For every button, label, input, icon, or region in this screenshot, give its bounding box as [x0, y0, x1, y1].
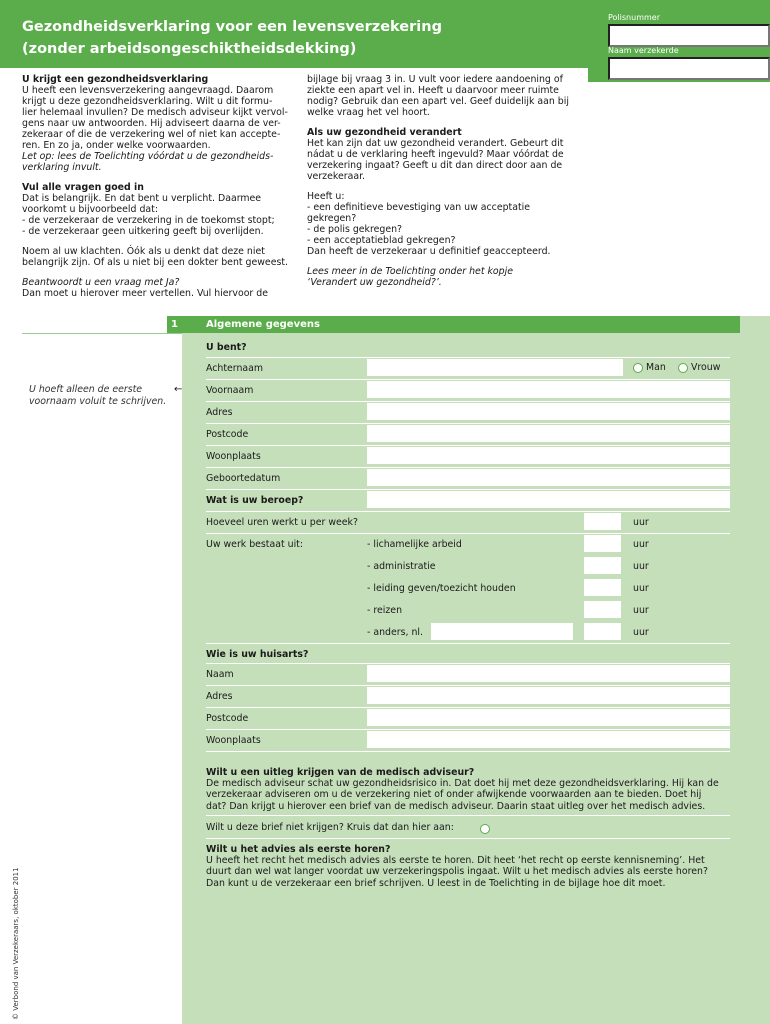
intro-heading-1: U krijgt een gezondheidsverklaring [22, 74, 209, 85]
intro-note: verklaring invult. [22, 162, 102, 173]
intro-text: voorkomt u bijvoorbeeld dat: [22, 204, 159, 215]
gp-postcode-field[interactable] [367, 709, 730, 726]
unit-label: uur [633, 627, 649, 638]
divider [206, 815, 730, 816]
work-item-label: - anders, nl. [367, 627, 423, 638]
adres-label: Adres [206, 407, 233, 418]
postcode-field[interactable] [367, 425, 730, 442]
work-hours-field[interactable] [584, 579, 621, 596]
intro-text: - een acceptatieblad gekregen? [307, 235, 456, 246]
achternaam-field[interactable] [367, 359, 623, 376]
intro-text: Dan heeft de verzekeraar u definitief geaccepteerd. [307, 246, 551, 257]
beroep-label: Wat is uw beroep? [206, 495, 304, 506]
unit-label: uur [633, 517, 649, 528]
work-item-label: - lichamelijke arbeid [367, 539, 462, 550]
intro-heading-2: Vul alle vragen goed in [22, 182, 144, 193]
intro-text: - een definitieve bevestiging van uw acceptatie [307, 202, 531, 213]
gp-postcode-label: Postcode [206, 713, 249, 724]
unit-label: uur [633, 605, 649, 616]
intro-text: lier helemaal invullen? De medisch adviseur kijkt vervol- [22, 107, 288, 118]
advisor-text: dat? Dan krijgt u hierover een brief van de medisch adviseur. Daarin staat uitleg over het medisch advies. [206, 800, 706, 812]
divider [206, 401, 730, 402]
advisor-block [206, 767, 719, 812]
work-item-label: - reizen [367, 605, 403, 616]
first-hear-heading: Wilt u het advies als eerste horen? [206, 844, 391, 855]
intro-text: verzekeraar. [307, 171, 366, 182]
section-number: 1 [167, 316, 182, 333]
first-hear-text: U heeft het recht het medisch advies als eerste te horen. Dit heet ‘het recht op eerste kennisneming’. Het [206, 855, 705, 867]
work-item-label: - leiding geven/toezicht houden [367, 583, 516, 594]
intro-text: krijgt u deze gezondheidsverklaring. Wilt u dit formu- [22, 96, 273, 107]
gender-vrouw-label: Vrouw [691, 362, 721, 373]
unit-label: uur [633, 539, 649, 550]
intro-text: Dan moet u hierover meer vertellen. Vul hiervoor de [22, 288, 268, 299]
uren-field[interactable] [584, 513, 621, 530]
divider [206, 511, 730, 512]
advisor-text: verzekeraar adviseren om u de verzekering niet of onder afwijkende voorwaarden aan te bieden. Doet hij [206, 789, 702, 801]
gp-woonplaats-field[interactable] [367, 731, 730, 748]
intro-text: belangrijk zijn. Of als u niet bij een dokter bent geweest. [22, 257, 289, 268]
insured-name-field[interactable] [608, 57, 770, 80]
intro-text: gens naar uw antwoorden. Hij adviseert daarna de ver- [22, 118, 281, 129]
intro-note: Beantwoordt u een vraag met Ja? [22, 277, 180, 288]
woonplaats-label: Woonplaats [206, 451, 261, 462]
gender-man-radio[interactable] [633, 363, 643, 373]
no-letter-checkbox[interactable] [480, 824, 490, 834]
gp-naam-field[interactable] [367, 665, 730, 682]
divider [206, 533, 730, 534]
divider [206, 445, 730, 446]
voornaam-field[interactable] [367, 381, 730, 398]
intro-text: Dat is belangrijk. En dat bent u verplicht. Daarmee [22, 193, 262, 204]
work-hours-field[interactable] [584, 557, 621, 574]
work-other-field[interactable] [431, 623, 573, 640]
voornaam-label: Voornaam [206, 385, 254, 396]
uren-label: Hoeveel uren werkt u per week? [206, 517, 358, 528]
achternaam-label: Achternaam [206, 363, 264, 374]
divider [206, 685, 730, 686]
intro-note: ‘Verandert uw gezondheid?’. [307, 277, 442, 288]
work-hours-field[interactable] [584, 535, 621, 552]
gp-adres-label: Adres [206, 691, 233, 702]
intro-text: welke vraag het vel hoort. [307, 107, 430, 118]
title-line-2: (zonder arbeidsongeschiktheidsdekking) [22, 41, 357, 57]
unit-label: uur [633, 583, 649, 594]
gender-vrouw-radio[interactable] [678, 363, 688, 373]
intro-right-column [307, 74, 569, 297]
divider [206, 423, 730, 424]
first-hear-text: duurt dan wel wat langer voordat uw verzekeringspolis ingaat. Wilt u het medisch advies als eerste horen? [206, 866, 708, 878]
woonplaats-field[interactable] [367, 447, 730, 464]
gp-heading: Wie is uw huisarts? [206, 649, 309, 660]
intro-text: nádat u de verklaring heeft ingevuld? Maar vóórdat de [307, 149, 564, 160]
werk-label: Uw werk bestaat uit: [206, 539, 304, 550]
intro-note: Lees meer in de Toelichting onder het kopje [307, 266, 513, 277]
divider [206, 663, 730, 664]
intro-text: - de verzekeraar de verzekering in de toekomst stopt; [22, 215, 275, 226]
geboortedatum-label: Geboortedatum [206, 473, 281, 484]
first-hear-block [206, 844, 708, 889]
gp-naam-label: Naam [206, 669, 234, 680]
intro-note: Let op: lees de Toelichting vóórdat u de gezondheids- [22, 151, 274, 162]
advisor-text: De medisch adviseur schat uw gezondheidsrisico in. Dat doet hij met deze gezondheidsverklaring. Hij kan de [206, 778, 719, 790]
insured-name-label: Naam verzekerde [608, 46, 679, 55]
divider [206, 643, 730, 644]
policy-number-label: Polisnummer [608, 13, 660, 22]
intro-text: - de verzekeraar geen uitkering geeft bij overlijden. [22, 226, 264, 237]
gender-man-label: Man [646, 362, 666, 373]
work-hours-field[interactable] [584, 623, 621, 640]
intro-text: - de polis gekregen? [307, 224, 403, 235]
gp-adres-field[interactable] [367, 687, 730, 704]
postcode-label: Postcode [206, 429, 249, 440]
divider [206, 707, 730, 708]
gp-woonplaats-label: Woonplaats [206, 735, 261, 746]
voornaam-note [29, 384, 166, 407]
policy-panel [588, 0, 770, 82]
who-heading: U bent? [206, 342, 247, 353]
divider [206, 751, 730, 752]
note-line: U hoeft alleen de eerste [29, 384, 143, 395]
intro-text: verzekering ingaat? Geeft u dit dan direct door aan de [307, 160, 563, 171]
divider [206, 729, 730, 730]
intro-text: Heeft u: [307, 191, 345, 202]
intro-text: gekregen? [307, 213, 357, 224]
section-title: Algemene gegevens [206, 319, 320, 330]
intro-text: Noem al uw klachten. Óók als u denkt dat deze niet [22, 246, 265, 257]
divider [206, 357, 730, 358]
geboortedatum-field[interactable] [367, 469, 730, 486]
policy-number-field[interactable] [608, 24, 770, 47]
intro-text: bijlage bij vraag 3 in. U vult voor iedere aandoening of [307, 74, 563, 85]
beroep-field[interactable] [367, 491, 730, 508]
intro-text: U heeft een levensverzekering aangevraagd. Daarom [22, 85, 274, 96]
intro-heading-3: Als uw gezondheid verandert [307, 127, 462, 138]
intro-text: nodig? Gebruik dan een apart vel. Geef duidelijk aan bij [307, 96, 569, 107]
copyright-text: © Verbond van Verzekeraars, oktober 2011 [12, 867, 20, 1020]
note-line: voornaam voluit te schrijven. [29, 395, 167, 407]
intro-text: ren. En zo ja, onder welke voorwaarden. [22, 140, 211, 151]
divider [22, 333, 182, 334]
intro-left-column [22, 74, 288, 308]
header-banner [0, 0, 588, 68]
advisor-question: Wilt u deze brief niet krijgen? Kruis dat dan hier aan: [206, 822, 454, 833]
divider [206, 838, 730, 839]
title-line-1: Gezondheidsverklaring voor een levensverzekering [22, 19, 442, 35]
divider [206, 489, 730, 490]
intro-text: Het kan zijn dat uw gezondheid verandert. Gebeurt dit [307, 138, 564, 149]
advisor-heading: Wilt u een uitleg krijgen van de medisch adviseur? [206, 767, 475, 778]
work-hours-field[interactable] [584, 601, 621, 618]
unit-label: uur [633, 561, 649, 572]
first-hear-text: Dan kunt u de verzekeraar een brief schrijven. U leest in de Toelichting in de bijlage hoe dit moet. [206, 877, 666, 889]
divider [206, 379, 730, 380]
work-item-label: - administratie [367, 561, 436, 572]
divider [206, 467, 730, 468]
adres-field[interactable] [367, 403, 730, 420]
arrow-left-icon: ← [174, 384, 183, 395]
intro-text: ziekte een apart vel in. Heeft u daarvoor meer ruimte [307, 85, 559, 96]
intro-text: zekeraar of die de verzekering wel of niet kan accepte- [22, 129, 281, 140]
